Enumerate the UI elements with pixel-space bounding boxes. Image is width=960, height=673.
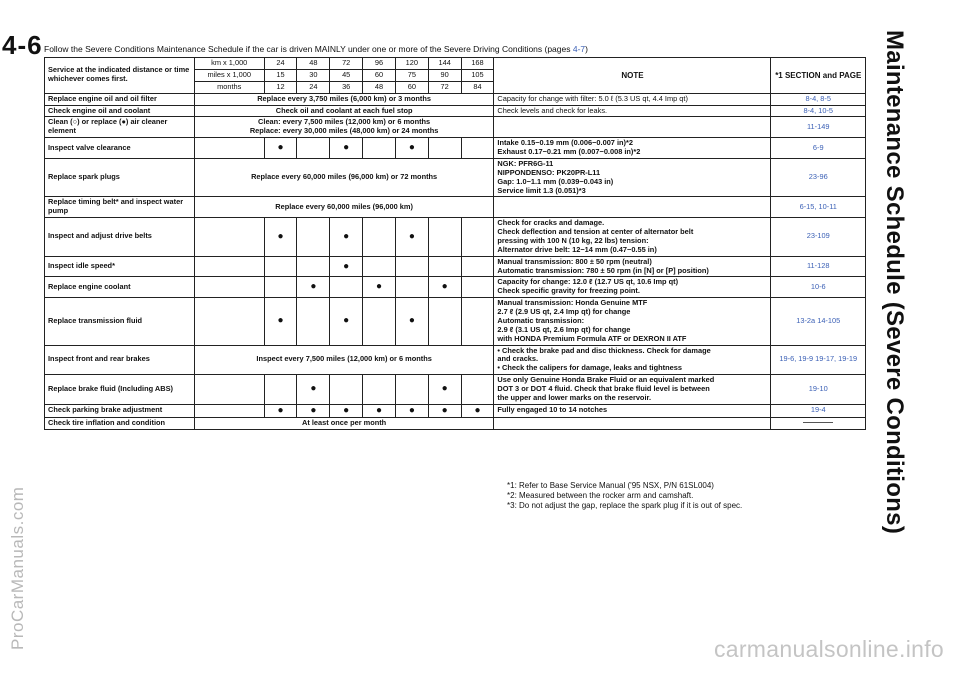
footnote-1: *1: Refer to Base Service Manual ('95 NSX, P/N 61SL004) bbox=[507, 481, 714, 490]
section-page[interactable] bbox=[771, 417, 866, 429]
service-mark bbox=[297, 218, 330, 257]
watermark-left: ProCarManuals.com bbox=[8, 486, 27, 650]
section-page[interactable]: 23-109 bbox=[771, 218, 866, 257]
table-row bbox=[45, 345, 866, 375]
interval-span-text: At least once per month bbox=[302, 417, 387, 427]
note-cell bbox=[494, 298, 771, 345]
note-line: Capacity for change with filter: 5.0 ℓ (5.3 US qt, 4.4 Imp qt) bbox=[497, 93, 688, 103]
interval-span-text: Replace every 60,000 miles (96,000 km) bbox=[275, 201, 413, 211]
interval-blank bbox=[194, 404, 264, 417]
service-mark: ● bbox=[428, 277, 461, 298]
interval-label-km: km x 1,000 bbox=[194, 58, 264, 70]
service-item: Inspect front and rear brakes bbox=[45, 345, 195, 375]
watermark-left-container bbox=[8, 180, 28, 660]
interval-span-text: Replace every 60,000 miles (96,000 km) or 72 months bbox=[251, 172, 438, 182]
interval-span-text: Inspect every 7,500 miles (12,000 km) or 6 months bbox=[256, 354, 432, 364]
service-mark bbox=[264, 277, 297, 298]
note-line: Use only Genuine Honda Brake Fluid or an equivalent marked bbox=[497, 375, 715, 385]
section-page[interactable]: 8-4, 10-5 bbox=[771, 105, 866, 117]
service-mark bbox=[264, 375, 297, 405]
service-mark bbox=[363, 375, 396, 405]
interval-months-5: 60 bbox=[395, 81, 428, 93]
note-cell bbox=[494, 417, 771, 429]
interval-span bbox=[194, 117, 494, 138]
interval-km-3: 72 bbox=[330, 58, 363, 70]
service-mark bbox=[395, 375, 428, 405]
note-line: Check levels and check for leaks. bbox=[497, 105, 608, 115]
service-mark: ● bbox=[395, 218, 428, 257]
note-cell bbox=[494, 105, 771, 117]
note-line: Manual transmission: 800 ± 50 rpm (neutral) bbox=[497, 256, 652, 266]
table-row bbox=[45, 218, 866, 257]
interval-blank bbox=[194, 256, 264, 277]
interval-miles-3: 45 bbox=[330, 69, 363, 81]
interval-blank bbox=[194, 277, 264, 298]
service-item: Replace engine coolant bbox=[45, 277, 195, 298]
section-page[interactable]: 13-2a 14-105 bbox=[771, 298, 866, 345]
service-mark bbox=[297, 256, 330, 277]
service-item: Replace timing belt* and inspect water pump bbox=[45, 197, 195, 218]
note-line: 2.7 ℓ (2.9 US qt, 2.4 Imp qt) for change bbox=[497, 307, 631, 316]
service-mark: ● bbox=[330, 256, 363, 277]
footnotes bbox=[507, 481, 742, 512]
interval-miles-5: 75 bbox=[395, 69, 428, 81]
table-row bbox=[45, 158, 866, 197]
note-line: the upper and lower marks on the reservoir. bbox=[497, 392, 652, 402]
service-item: Replace engine oil and oil filter bbox=[45, 93, 195, 105]
section-page[interactable]: 10-6 bbox=[771, 277, 866, 298]
note-cell bbox=[494, 138, 771, 159]
service-mark bbox=[428, 218, 461, 257]
note-cell bbox=[494, 197, 771, 218]
interval-span-text: Clean: every 7,500 miles (12,000 km) or 6 months bbox=[258, 117, 431, 127]
service-mark bbox=[330, 375, 363, 405]
interval-blank bbox=[194, 298, 264, 345]
service-mark bbox=[461, 256, 494, 277]
service-mark: ● bbox=[363, 277, 396, 298]
interval-span bbox=[194, 105, 494, 117]
section-page[interactable]: 6-15, 10-11 bbox=[771, 197, 866, 218]
note-line: Automatic transmission: 780 ± 50 rpm (in [N] or [P] position) bbox=[497, 265, 709, 275]
service-mark bbox=[363, 256, 396, 277]
note-line: • Check the calipers for damage, leaks and tightness bbox=[497, 363, 682, 373]
interval-miles-4: 60 bbox=[363, 69, 396, 81]
interval-span bbox=[194, 93, 494, 105]
page-number: 4-6 bbox=[2, 30, 43, 60]
interval-span-text-2: Replace: every 30,000 miles (48,000 km) or 24 months bbox=[249, 126, 439, 136]
intro-sentence: Follow the Severe Conditions Maintenance Schedule if the car is driven MAINLY under one or more of the Severe Driving Conditions (pages bbox=[44, 44, 571, 54]
table-row bbox=[45, 256, 866, 277]
interval-months-4: 48 bbox=[363, 81, 396, 93]
service-item: Clean (○) or replace (●) air cleaner element bbox=[45, 117, 195, 138]
service-mark bbox=[461, 277, 494, 298]
note-line: Check for cracks and damage. bbox=[497, 218, 605, 228]
interval-months-1: 12 bbox=[264, 81, 297, 93]
service-mark bbox=[428, 256, 461, 277]
note-line: Fully engaged 10 to 14 notches bbox=[497, 405, 608, 415]
table-row bbox=[45, 197, 866, 218]
service-mark bbox=[395, 256, 428, 277]
service-mark bbox=[363, 298, 396, 345]
service-mark bbox=[363, 218, 396, 257]
note-line: Capacity for change: 12.0 ℓ (12.7 US qt, 10.6 Imp qt) bbox=[497, 277, 679, 287]
service-item: Replace transmission fluid bbox=[45, 298, 195, 345]
service-mark: ● bbox=[461, 404, 494, 417]
section-page[interactable]: 19-4 bbox=[771, 404, 866, 417]
note-line: NIPPONDENSO: PK20PR-L11 bbox=[497, 167, 601, 177]
service-item: Check engine oil and coolant bbox=[45, 105, 195, 117]
note-line: Intake 0.15−0.19 mm (0.006−0.007 in)*2 bbox=[497, 138, 633, 148]
service-mark bbox=[428, 298, 461, 345]
note-line: Automatic transmission: bbox=[497, 315, 585, 325]
header-row-km bbox=[45, 58, 866, 70]
note-line: Manual transmission: Honda Genuine MTF bbox=[497, 298, 648, 308]
note-cell bbox=[494, 93, 771, 105]
section-page[interactable]: 8-4, 8-5 bbox=[771, 93, 866, 105]
note-cell bbox=[494, 117, 771, 138]
interval-km-2: 48 bbox=[297, 58, 330, 70]
interval-span bbox=[194, 417, 494, 429]
interval-span-text: Check oil and coolant at each fuel stop bbox=[275, 105, 413, 115]
side-title: Maintenance Schedule (Severe Conditions) bbox=[881, 30, 908, 535]
service-mark bbox=[395, 277, 428, 298]
service-mark bbox=[461, 375, 494, 405]
note-cell bbox=[494, 218, 771, 257]
note-cell bbox=[494, 158, 771, 197]
section-page[interactable]: 6-9 bbox=[771, 138, 866, 159]
note-line: Check specific gravity for freezing point. bbox=[497, 286, 640, 296]
section-page[interactable]: 11-149 bbox=[771, 117, 866, 138]
note-line: DOT 3 or DOT 4 fluid. Check that brake fluid level is between bbox=[497, 384, 710, 393]
note-cell bbox=[494, 277, 771, 298]
service-mark: ● bbox=[395, 298, 428, 345]
footnote-3: *3: Do not adjust the gap, replace the spark plug if it is out of spec. bbox=[507, 501, 743, 511]
note-line: and cracks. bbox=[497, 354, 539, 364]
note-line: Gap: 1.0−1.1 mm (0.039−0.043 in) bbox=[497, 176, 614, 186]
interval-months-6: 72 bbox=[428, 81, 461, 93]
interval-label-months: months bbox=[194, 81, 264, 93]
section-page[interactable]: 23-96 bbox=[771, 158, 866, 197]
table-row bbox=[45, 375, 866, 405]
service-mark: ● bbox=[330, 218, 363, 257]
table-row bbox=[45, 298, 866, 345]
note-cell bbox=[494, 404, 771, 417]
service-mark bbox=[428, 138, 461, 159]
service-mark bbox=[297, 138, 330, 159]
service-mark: ● bbox=[428, 375, 461, 405]
service-mark: ● bbox=[363, 404, 396, 417]
table-row bbox=[45, 117, 866, 138]
table-row bbox=[45, 404, 866, 417]
intro-page-link[interactable]: 4-7 bbox=[572, 44, 586, 54]
note-cell bbox=[494, 256, 771, 277]
footnote-2: *2: Measured between the rocker arm and camshaft. bbox=[507, 491, 694, 501]
note-line: Alternator drive belt: 12−14 mm (0.47−0.55 in) bbox=[497, 244, 657, 254]
interval-blank bbox=[194, 375, 264, 405]
service-mark bbox=[461, 138, 494, 159]
maintenance-schedule-table bbox=[44, 57, 866, 430]
note-cell bbox=[494, 375, 771, 405]
table-row bbox=[45, 138, 866, 159]
table-row bbox=[45, 93, 866, 105]
interval-blank bbox=[194, 138, 264, 159]
service-mark: ● bbox=[330, 138, 363, 159]
note-cell bbox=[494, 345, 771, 375]
service-item: Inspect and adjust drive belts bbox=[45, 218, 195, 257]
interval-km-1: 24 bbox=[264, 58, 297, 70]
section-page[interactable]: 11-128 bbox=[771, 256, 866, 277]
interval-months-7: 84 bbox=[461, 81, 494, 93]
interval-span bbox=[194, 158, 494, 197]
table-row bbox=[45, 417, 866, 429]
service-mark: ● bbox=[264, 218, 297, 257]
section-page[interactable]: 19-6, 19-9 19-17, 19-19 bbox=[771, 345, 866, 375]
service-item: Inspect valve clearance bbox=[45, 138, 195, 159]
watermark-bottom: carmanualsonline.info bbox=[713, 636, 944, 662]
section-header: *1 SECTION and PAGE bbox=[771, 58, 866, 94]
service-mark bbox=[330, 277, 363, 298]
service-item: Replace brake fluid (Including ABS) bbox=[45, 375, 195, 405]
service-item: Inspect idle speed* bbox=[45, 256, 195, 277]
interval-miles-6: 90 bbox=[428, 69, 461, 81]
service-item: Check parking brake adjustment bbox=[45, 404, 195, 417]
interval-km-7: 168 bbox=[461, 58, 494, 70]
service-mark: ● bbox=[264, 298, 297, 345]
service-mark: ● bbox=[297, 404, 330, 417]
interval-months-3: 36 bbox=[330, 81, 363, 93]
note-header: NOTE bbox=[494, 58, 771, 94]
service-mark: ● bbox=[395, 138, 428, 159]
interval-span bbox=[194, 197, 494, 218]
note-line: NGK: PFR6G-11 bbox=[497, 158, 554, 168]
service-item: Check tire inflation and condition bbox=[45, 417, 195, 429]
note-line: Service limit 1.3 (0.051)*3 bbox=[497, 185, 586, 195]
interval-km-4: 96 bbox=[363, 58, 396, 70]
interval-km-5: 120 bbox=[395, 58, 428, 70]
interval-blank bbox=[194, 218, 264, 257]
table-row bbox=[45, 105, 866, 117]
service-mark bbox=[461, 298, 494, 345]
interval-km-6: 144 bbox=[428, 58, 461, 70]
service-mark: ● bbox=[330, 298, 363, 345]
note-line: • Check the brake pad and disc thickness. Check for damage bbox=[497, 345, 711, 355]
note-line: Exhaust 0.17−0.21 mm (0.007−0.008 in)*2 bbox=[497, 147, 641, 156]
service-mark: ● bbox=[297, 375, 330, 405]
interval-span bbox=[194, 345, 494, 375]
service-mark bbox=[461, 218, 494, 257]
section-page[interactable]: 19-10 bbox=[771, 375, 866, 405]
interval-miles-7: 105 bbox=[461, 69, 494, 81]
intro-text bbox=[44, 44, 588, 54]
note-line: Check deflection and tension at center of alternator belt bbox=[497, 227, 694, 236]
service-interval-text: Service at the indicated distance or time whichever comes first. bbox=[45, 58, 195, 94]
service-mark: ● bbox=[428, 404, 461, 417]
note-line: with HONDA Premium Formula ATF or DEXRON II ATF bbox=[497, 333, 687, 343]
service-mark: ● bbox=[297, 277, 330, 298]
note-line: pressing with 100 N (10 kg, 22 lbs) tension: bbox=[497, 235, 649, 245]
service-mark: ● bbox=[330, 404, 363, 417]
interval-span-text: Replace every 3,750 miles (6,000 km) or 3 months bbox=[257, 93, 431, 103]
interval-months-2: 24 bbox=[297, 81, 330, 93]
service-mark: ● bbox=[395, 404, 428, 417]
side-title-container bbox=[880, 30, 910, 650]
service-mark bbox=[363, 138, 396, 159]
interval-miles-2: 30 bbox=[297, 69, 330, 81]
service-item: Replace spark plugs bbox=[45, 158, 195, 197]
service-mark bbox=[297, 298, 330, 345]
interval-miles-1: 15 bbox=[264, 69, 297, 81]
service-mark bbox=[264, 256, 297, 277]
intro-close: ) bbox=[585, 44, 589, 54]
dash-line bbox=[803, 422, 833, 423]
note-line: 2.9 ℓ (3.1 US qt, 2.6 Imp qt) for change bbox=[497, 324, 631, 334]
table-row bbox=[45, 277, 866, 298]
service-mark: ● bbox=[264, 138, 297, 159]
service-mark: ● bbox=[264, 404, 297, 417]
interval-label-miles: miles x 1,000 bbox=[194, 69, 264, 81]
